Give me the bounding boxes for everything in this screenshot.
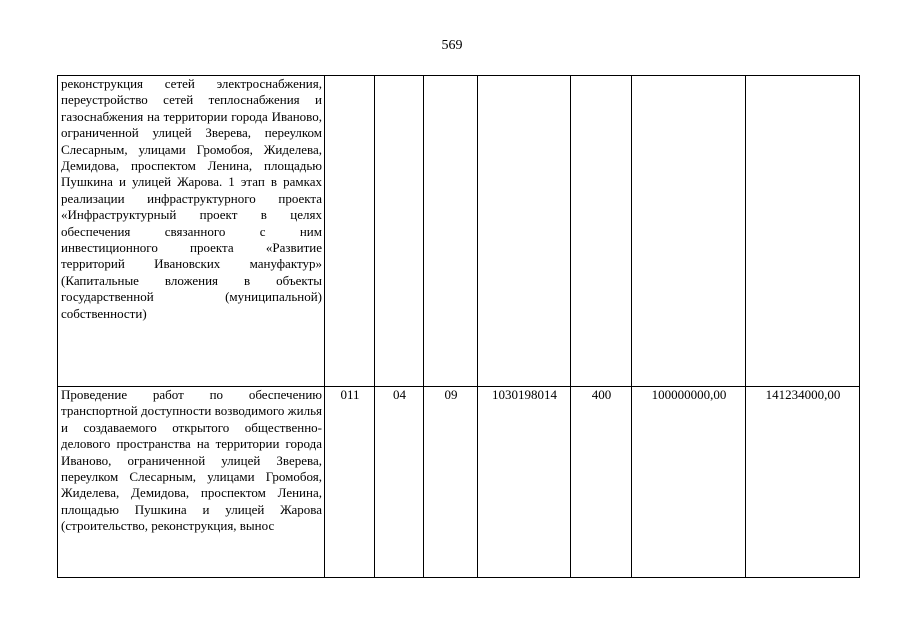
amount-year1-cell: 100000000,00: [632, 387, 746, 578]
page-number: 569: [441, 38, 463, 53]
budget-table: [57, 75, 860, 578]
subsection-code-cell: [424, 76, 478, 387]
amount-year1-cell: [632, 76, 746, 387]
row-description: реконструкция сетей электроснабжения, переустройство сетей теплоснабжения и газоснабжения на территории города Иваново, ограниченной улицей Зверева, переулком Слесарным, улицами Громобоя, Жиделева, Демидова, проспектом Ленина, площадью Пушкина и улицей Жарова. 1 этап в рамках реализации инфраструктурного проекта «Инфраструктурный проект в целях обеспечения связанного с ним инвестиционного проекта «Развитие территорий Ивановских мануфактур» (Капитальные вложения в объекты государственной (муниципальной) собственности): [58, 76, 325, 387]
expense-type-cell: [571, 76, 632, 387]
expense-type-cell: 400: [571, 387, 632, 578]
ministry-code-cell: [325, 76, 375, 387]
row-description: Проведение работ по обеспечению транспортной доступности возводимого жилья и создаваемого открытого общественно-делового пространства на территории города Иваново, ограниченной улицей Зверева, переулком Слесарным, улицами Громобоя, Жиделева, Демидова, проспектом Ленина, площадью Пушкина и улицей Жарова (строительство, реконструкция, вынос: [58, 387, 325, 578]
section-code-cell: 04: [375, 387, 424, 578]
ministry-code-cell: 011: [325, 387, 375, 578]
amount-year2-cell: 141234000,00: [746, 387, 860, 578]
target-article-cell: [478, 76, 571, 387]
section-code-cell: [375, 76, 424, 387]
table-row: [58, 387, 860, 578]
target-article-cell: 1030198014: [478, 387, 571, 578]
amount-year2-cell: [746, 76, 860, 387]
subsection-code-cell: 09: [424, 387, 478, 578]
table-row: [58, 76, 860, 387]
